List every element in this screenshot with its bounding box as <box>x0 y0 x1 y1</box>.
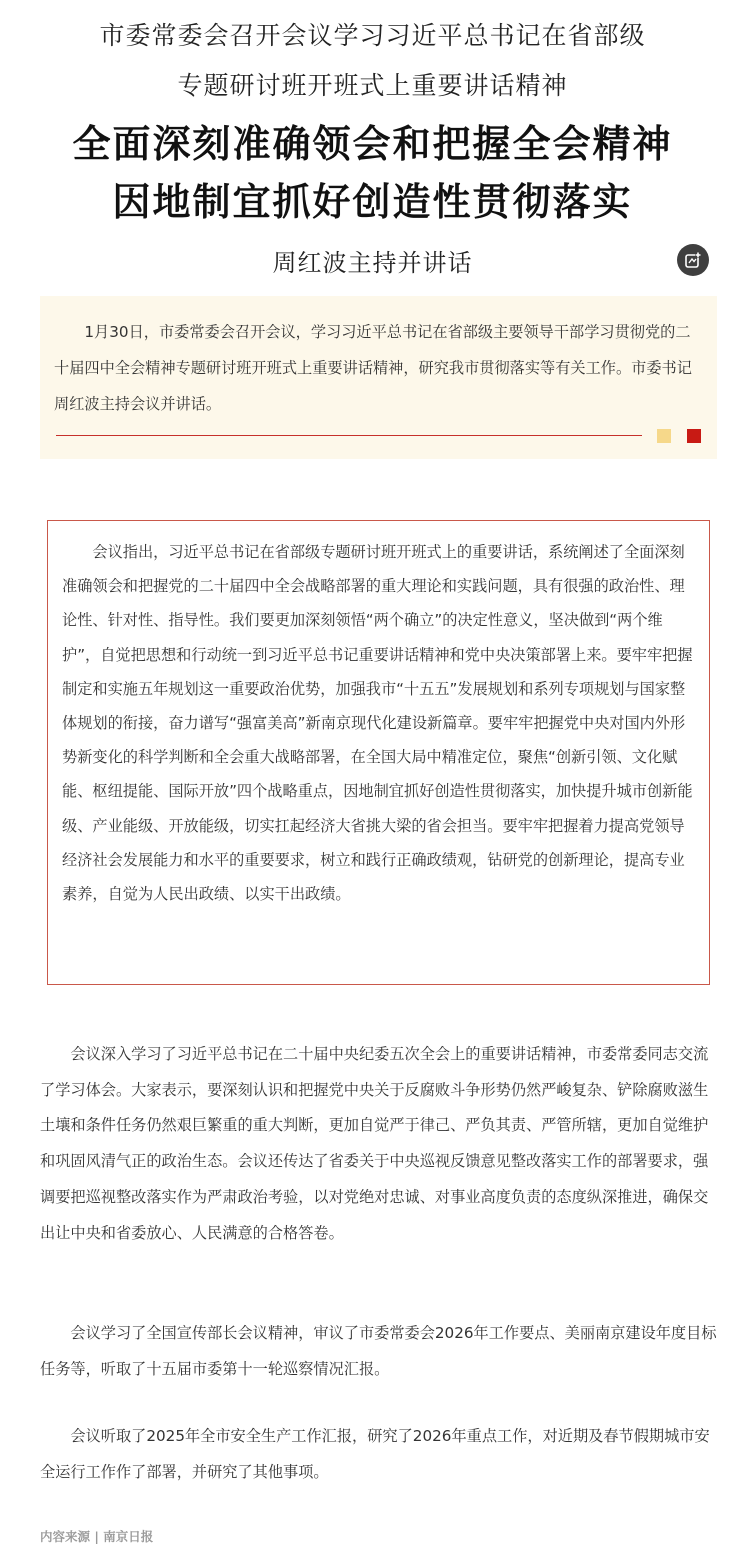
headline-line-1: 全面深刻准确领会和把握全会精神 <box>72 121 673 166</box>
subtitle: 周红波主持并讲话 <box>272 249 473 277</box>
body-paragraph-2: 会议学习了全国宣传部长会议精神，审议了市委常委会2026年工作要点、美丽南京建设年度目标任务等，听取了十五届市委第十一轮巡察情况汇报。 <box>40 1324 717 1378</box>
body-paragraph-1: 会议深入学习了习近平总书记在二十届中央纪委五次全会上的重要讲话精神，市委常委同志交流了学习体会。大家表示，要深刻认识和把握党中央关于反腐败斗争形势仍然严峻复杂、铲除腐败滋生土壤和条件任务仍然艰巨繁重的重大判断，更加自觉严于律己、严负其责、严管所辖，更加自觉维护和巩固风清气正的政治生态。会议还传达了省委关于中央巡视反馈意见整改落实工作的部署要求，强调要把巡视整改落实作为严肃政治考验，以对党绝对忠诚、对事业高度负责的态度纵深推进，确保交出让中央和省委放心、人民满意的合格答卷。 <box>40 1045 709 1242</box>
kicker-line-1: 市委常委会召开会议学习习近平总书记在省部级 <box>99 21 646 50</box>
highlight-box <box>47 520 710 985</box>
headline-line-2: 因地制宜抓好创造性贯彻落实 <box>112 179 633 224</box>
intro-box <box>40 296 717 459</box>
kicker-line-2: 专题研讨班开班式上重要讲话精神 <box>177 71 568 100</box>
intro-divider <box>56 435 642 436</box>
intro-text: 1月30日，市委常委会召开会议，学习习近平总书记在省部级主要领导干部学习贯彻党的二十届四中全会精神专题研讨班开班式上重要讲话精神，研究我市贯彻落实等有关工作。市委书记周红波主持会议并讲话。 <box>54 323 692 413</box>
share-button[interactable] <box>677 244 709 276</box>
content-source: 内容来源 | 南京日报 <box>40 1529 154 1544</box>
decorative-square-dark <box>687 429 701 443</box>
share-icon <box>684 251 702 269</box>
decorative-square-light <box>657 429 671 443</box>
highlight-text: 会议指出，习近平总书记在省部级专题研讨班开班式上的重要讲话，系统阐述了全面深刻准确领会和把握党的二十届四中全会战略部署的重大理论和实践问题，具有很强的政治性、理论性、针对性、指导性。我们要更加深刻领悟“两个确立”的决定性意义，坚决做到“两个维护”，自觉把思想和行动统一到习近平总书记重要讲话精神和党中央决策部署上来。要牢牢把握制定和实施五年规划这一重要政治优势，加强我市“十五五”发展规划和系列专项规划与国家整体规划的衔接，奋力谱写“强富美高”新南京现代化建设新篇章。要牢牢把握党中央对国内外形势新变化的科学判断和全会重大战略部署，在全国大局中精准定位，聚焦“创新引领、文化赋能、枢纽提能、国际开放”四个战略重点，因地制宜抓好创造性贯彻落实，加快提升城市创新能级、产业能级、开放能级，切实扛起经济大省挑大梁的省会担当。要牢牢把握着力提高党领导经济社会发展能力和水平的重要要求，树立和践行正确政绩观，钻研党的创新理论，提高专业素养，自觉为人民出政绩、以实干出政绩。 <box>62 543 693 904</box>
body-paragraph-3: 会议听取了2025年全市安全生产工作汇报，研究了2026年重点工作，对近期及春节假期城市安全运行工作作了部署，并研究了其他事项。 <box>40 1427 710 1481</box>
